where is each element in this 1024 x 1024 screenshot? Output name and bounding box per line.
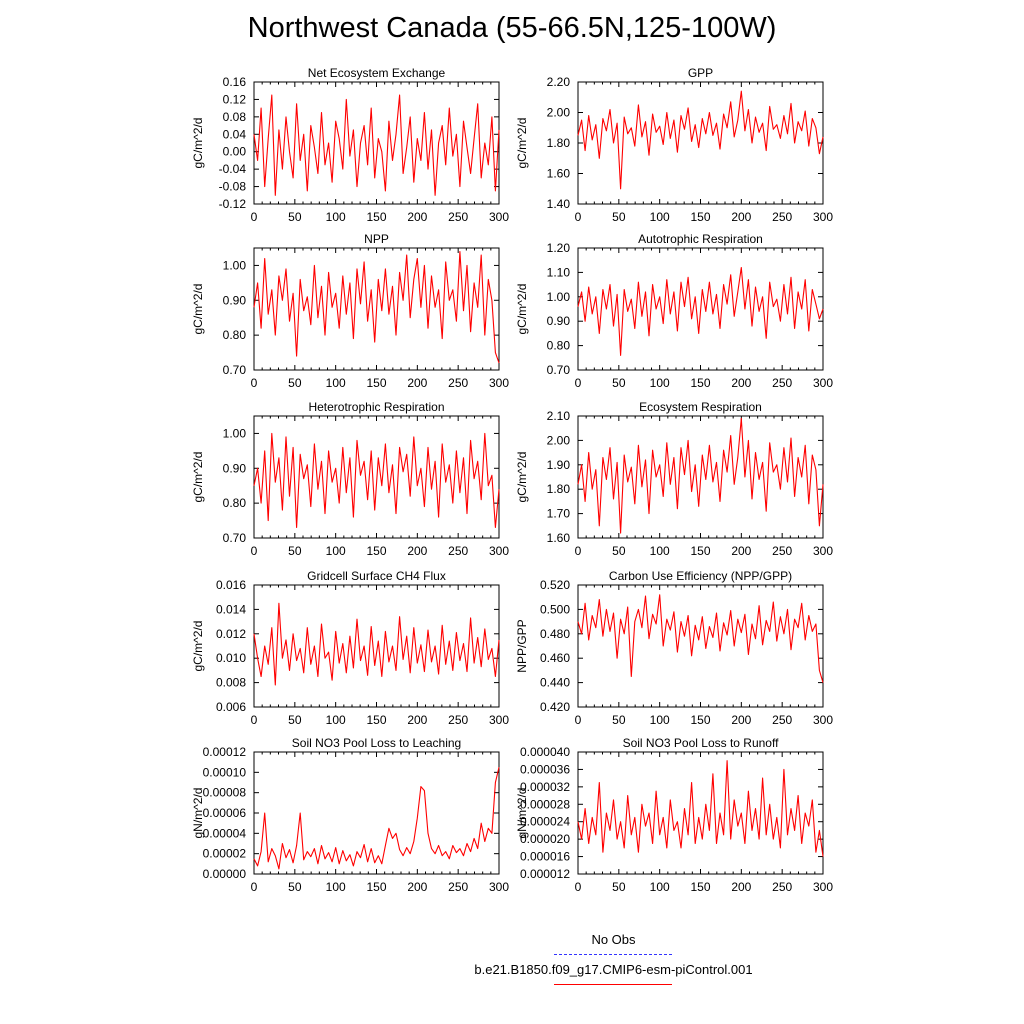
x-tick-label: 100 xyxy=(649,210,670,224)
x-tick-label: 150 xyxy=(690,376,711,390)
y-axis-label: gN/m^2/d xyxy=(515,787,529,839)
x-tick-label: 50 xyxy=(288,210,302,224)
x-tick-label: 150 xyxy=(366,210,387,224)
x-tick-label: 150 xyxy=(690,713,711,727)
y-tick-label: 0.90 xyxy=(222,461,246,476)
series-line xyxy=(254,603,499,685)
y-tick-label: -0.08 xyxy=(218,179,246,194)
x-tick-label: 200 xyxy=(407,713,428,727)
x-tick-label: 250 xyxy=(772,210,793,224)
x-tick-label: 50 xyxy=(288,544,302,558)
x-tick-label: 250 xyxy=(772,544,793,558)
y-tick-label: 0.00008 xyxy=(202,785,246,800)
x-tick-label: 300 xyxy=(488,880,510,894)
y-tick-label: 0.00012 xyxy=(202,745,246,759)
y-tick-label: 0.16 xyxy=(222,75,246,89)
x-tick-label: 300 xyxy=(488,210,510,224)
x-tick-label: 200 xyxy=(731,713,752,727)
x-tick-label: 300 xyxy=(488,376,510,390)
y-tick-label: 0.70 xyxy=(222,363,246,377)
legend-case-line xyxy=(554,984,672,985)
y-tick-label: 0.000040 xyxy=(519,745,570,759)
x-tick-label: 100 xyxy=(325,210,346,224)
x-tick-label: 200 xyxy=(407,544,428,558)
x-tick-label: 250 xyxy=(448,544,469,558)
y-tick-label: 0.016 xyxy=(215,578,246,592)
x-tick-label: 0 xyxy=(574,376,582,390)
y-tick-label: 0.00010 xyxy=(202,765,246,780)
x-tick-label: 100 xyxy=(325,376,346,390)
plot-title: Soil NO3 Pool Loss to Leaching xyxy=(291,736,462,750)
y-tick-label: 0.00004 xyxy=(202,826,246,841)
x-tick-label: 50 xyxy=(288,376,302,390)
y-tick-label: 0.500 xyxy=(539,602,570,617)
y-axis-label: NPP/GPP xyxy=(515,619,529,673)
y-axis-label: gC/m^2/d xyxy=(515,451,529,503)
x-tick-label: 200 xyxy=(731,376,752,390)
plot-title: NPP xyxy=(364,232,389,246)
y-tick-label: 2.20 xyxy=(546,75,570,89)
y-tick-label: 0.000020 xyxy=(519,832,570,847)
series-line xyxy=(254,252,499,364)
x-tick-label: 50 xyxy=(612,376,626,390)
y-tick-label: 1.90 xyxy=(546,457,570,472)
y-tick-label: 1.60 xyxy=(546,531,570,545)
plot-title: GPP xyxy=(687,66,714,80)
y-tick-label: 0.440 xyxy=(539,675,570,690)
plot-title: Soil NO3 Pool Loss to Runoff xyxy=(622,736,779,750)
y-axis-label: gN/m^2/d xyxy=(191,787,205,839)
y-tick-label: 0.520 xyxy=(539,578,570,592)
x-tick-label: 150 xyxy=(366,376,387,390)
y-axis-label: gC/m^2/d xyxy=(191,117,205,169)
y-tick-label: 0.08 xyxy=(222,109,246,124)
x-tick-label: 250 xyxy=(772,713,793,727)
x-tick-label: 0 xyxy=(250,210,258,224)
y-tick-label: 0.04 xyxy=(222,127,246,142)
y-axis-label: gC/m^2/d xyxy=(191,620,205,672)
y-tick-label: 0.70 xyxy=(546,363,570,377)
x-tick-label: 300 xyxy=(812,544,834,558)
y-tick-label: 1.60 xyxy=(546,166,570,181)
y-tick-label: -0.04 xyxy=(218,162,246,177)
x-tick-label: 300 xyxy=(488,713,510,727)
x-tick-label: 150 xyxy=(690,880,711,894)
y-tick-label: 0.80 xyxy=(222,496,246,511)
y-tick-label: 2.10 xyxy=(546,409,570,423)
plot-title: Autotrophic Respiration xyxy=(638,232,763,246)
y-tick-label: 0.008 xyxy=(215,675,246,690)
y-tick-label: 2.00 xyxy=(546,105,570,120)
x-tick-label: 300 xyxy=(812,210,834,224)
x-tick-label: 250 xyxy=(448,880,469,894)
x-tick-label: 200 xyxy=(731,544,752,558)
y-tick-label: 0.000012 xyxy=(519,867,570,881)
y-tick-label: 0.000016 xyxy=(519,849,570,864)
x-tick-label: 150 xyxy=(690,544,711,558)
x-tick-label: 0 xyxy=(250,713,258,727)
y-tick-label: 0.80 xyxy=(222,328,246,343)
plot-title: Gridcell Surface CH4 Flux xyxy=(307,569,446,583)
y-tick-label: 0.480 xyxy=(539,626,570,641)
x-tick-label: 200 xyxy=(407,376,428,390)
y-tick-label: 0.90 xyxy=(546,314,570,329)
x-tick-label: 250 xyxy=(448,376,469,390)
x-tick-label: 150 xyxy=(366,880,387,894)
y-tick-label: 1.80 xyxy=(546,136,570,150)
x-tick-label: 200 xyxy=(731,880,752,894)
plot-title: Net Ecosystem Exchange xyxy=(307,66,446,80)
series-line xyxy=(578,595,823,683)
x-tick-label: 50 xyxy=(612,544,626,558)
main-title: Northwest Canada (55-66.5N,125-100W) xyxy=(247,12,777,44)
plot-frame xyxy=(578,585,823,707)
y-tick-label: 0.000028 xyxy=(519,797,570,812)
legend-case-label: b.e21.B1850.f09_g17.CMIP6-esm-piControl.001 xyxy=(474,962,753,977)
legend-obs-label: No Obs xyxy=(591,932,636,947)
x-tick-label: 100 xyxy=(649,880,670,894)
x-tick-label: 50 xyxy=(612,880,626,894)
y-tick-label: 0.00002 xyxy=(202,846,246,861)
legend-obs-line xyxy=(554,954,672,955)
x-tick-label: 100 xyxy=(649,376,670,390)
x-tick-label: 300 xyxy=(812,880,834,894)
series-line xyxy=(578,761,823,857)
x-tick-label: 200 xyxy=(407,210,428,224)
series-line xyxy=(254,767,499,869)
y-axis-label: gC/m^2/d xyxy=(515,283,529,335)
y-tick-label: 0.006 xyxy=(215,700,246,714)
x-tick-label: 0 xyxy=(574,544,582,558)
series-line xyxy=(578,91,823,189)
y-tick-label: 2.00 xyxy=(546,433,570,448)
x-tick-label: 0 xyxy=(574,880,582,894)
y-tick-label: 1.20 xyxy=(546,241,570,255)
y-tick-label: 0.000036 xyxy=(519,762,570,777)
y-axis-label: gC/m^2/d xyxy=(191,451,205,503)
y-tick-label: 0.000032 xyxy=(519,779,570,794)
y-tick-label: 0.000024 xyxy=(519,814,570,829)
y-tick-label: 0.00000 xyxy=(202,867,246,881)
y-tick-label: 1.10 xyxy=(546,265,570,280)
plot-title: Heterotrophic Respiration xyxy=(308,400,445,414)
series-line xyxy=(578,268,823,356)
y-axis-label: gC/m^2/d xyxy=(191,283,205,335)
x-tick-label: 0 xyxy=(574,713,582,727)
y-tick-label: 1.70 xyxy=(546,506,570,521)
y-tick-label: 0.00006 xyxy=(202,806,246,820)
x-tick-label: 100 xyxy=(325,544,346,558)
y-tick-label: -0.12 xyxy=(218,197,246,211)
series-line xyxy=(254,95,499,195)
x-tick-label: 50 xyxy=(612,210,626,224)
plot-frame xyxy=(254,585,499,707)
x-tick-label: 100 xyxy=(649,713,670,727)
y-tick-label: 1.40 xyxy=(546,197,570,211)
y-tick-label: 0.70 xyxy=(222,531,246,545)
y-tick-label: 0.00 xyxy=(222,144,246,159)
y-tick-label: 0.014 xyxy=(215,602,246,617)
x-tick-label: 50 xyxy=(288,713,302,727)
y-tick-label: 0.420 xyxy=(539,700,570,714)
x-tick-label: 0 xyxy=(250,376,258,390)
y-tick-label: 0.460 xyxy=(539,651,570,666)
x-tick-label: 0 xyxy=(250,544,258,558)
y-tick-label: 1.00 xyxy=(222,258,246,273)
x-tick-label: 250 xyxy=(772,880,793,894)
x-tick-label: 150 xyxy=(366,713,387,727)
x-tick-label: 300 xyxy=(812,713,834,727)
x-tick-label: 250 xyxy=(772,376,793,390)
y-tick-label: 1.00 xyxy=(222,426,246,441)
y-tick-label: 1.00 xyxy=(546,289,570,304)
plot-title: Ecosystem Respiration xyxy=(639,400,762,414)
x-tick-label: 50 xyxy=(612,713,626,727)
x-tick-label: 300 xyxy=(812,376,834,390)
x-tick-label: 200 xyxy=(731,210,752,224)
y-tick-label: 0.012 xyxy=(215,626,246,641)
x-tick-label: 250 xyxy=(448,210,469,224)
y-tick-label: 1.80 xyxy=(546,482,570,497)
y-tick-label: 0.80 xyxy=(546,338,570,353)
x-tick-label: 0 xyxy=(574,210,582,224)
x-tick-label: 300 xyxy=(488,544,510,558)
series-line xyxy=(578,418,823,533)
series-line xyxy=(254,433,499,527)
x-tick-label: 50 xyxy=(288,880,302,894)
x-tick-label: 250 xyxy=(448,713,469,727)
y-tick-label: 0.12 xyxy=(222,92,246,107)
plot-frame xyxy=(578,82,823,204)
y-tick-label: 0.010 xyxy=(215,651,246,666)
x-tick-label: 200 xyxy=(407,880,428,894)
x-tick-label: 100 xyxy=(325,880,346,894)
y-tick-label: 0.90 xyxy=(222,293,246,308)
x-tick-label: 100 xyxy=(649,544,670,558)
x-tick-label: 0 xyxy=(250,880,258,894)
x-tick-label: 150 xyxy=(690,210,711,224)
plot-title: Carbon Use Efficiency (NPP/GPP) xyxy=(608,569,793,583)
x-tick-label: 150 xyxy=(366,544,387,558)
y-axis-label: gC/m^2/d xyxy=(515,117,529,169)
x-tick-label: 100 xyxy=(325,713,346,727)
